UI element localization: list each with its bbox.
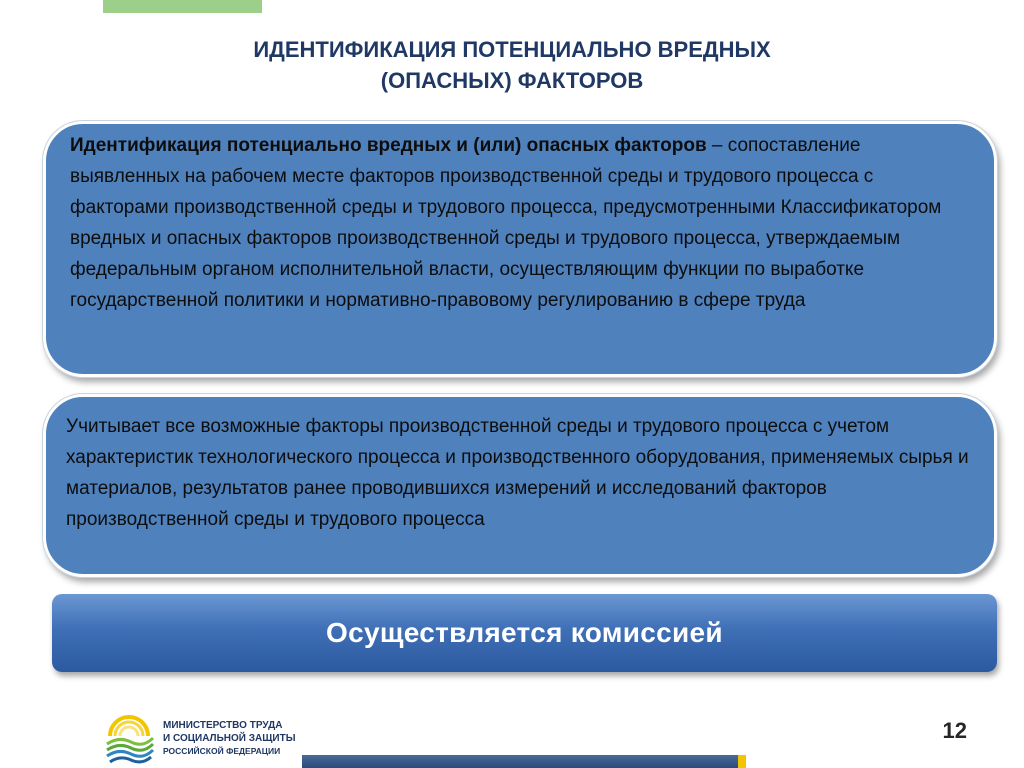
ministry-logo-icon: [104, 714, 154, 764]
definition-panel: [43, 121, 997, 377]
page-title: [0, 34, 1024, 96]
scope-panel: [43, 394, 997, 577]
ministry-name: [163, 719, 296, 758]
page-title-line-1: ИДЕНТИФИКАЦИЯ ПОТЕНЦИАЛЬНО ВРЕДНЫХ: [253, 37, 771, 62]
ministry-line-1: МИНИСТЕРСТВО ТРУДА: [163, 720, 283, 731]
definition-text: сопоставление выявленных на рабочем месте факторов производственной среды и трудового процесса с факторами производственной среды и трудового процесса, предусмотренными Классификатором вредных и опасных факторов производственной среды и трудового процесса, утверждаемым федеральным органом исполнительной власти, осуществляющим функции по выработке государственной политики и нормативно-правовому регулированию в сфере труда: [70, 135, 942, 311]
ministry-line-3: РОССИЙСКОЙ ФЕДЕРАЦИИ: [163, 746, 281, 756]
ministry-line-2: И СОЦИАЛЬНОЙ ЗАЩИТЫ: [163, 733, 296, 744]
top-accent-bar: [103, 0, 262, 13]
commission-banner: [52, 594, 997, 672]
bottom-accent: [738, 755, 746, 768]
definition-dash: –: [706, 135, 728, 156]
scope-text: Учитывает все возможные факторы производственной среды и трудового процесса с учетом характеристик технологического процесса и производственного оборудования, применяемых сырья и материалов, результатов ранее проводившихся измерений и исследований факторов производственной среды и трудового процесса: [66, 416, 969, 530]
definition-term: Идентификация потенциально вредных и (или) опасных факторов: [70, 135, 707, 156]
page-title-line-2: (ОПАСНЫХ) ФАКТОРОВ: [380, 68, 644, 93]
commission-label: Осуществляется комиссией: [326, 617, 723, 648]
page-number: 12: [942, 718, 967, 743]
bottom-bar: [302, 755, 738, 768]
